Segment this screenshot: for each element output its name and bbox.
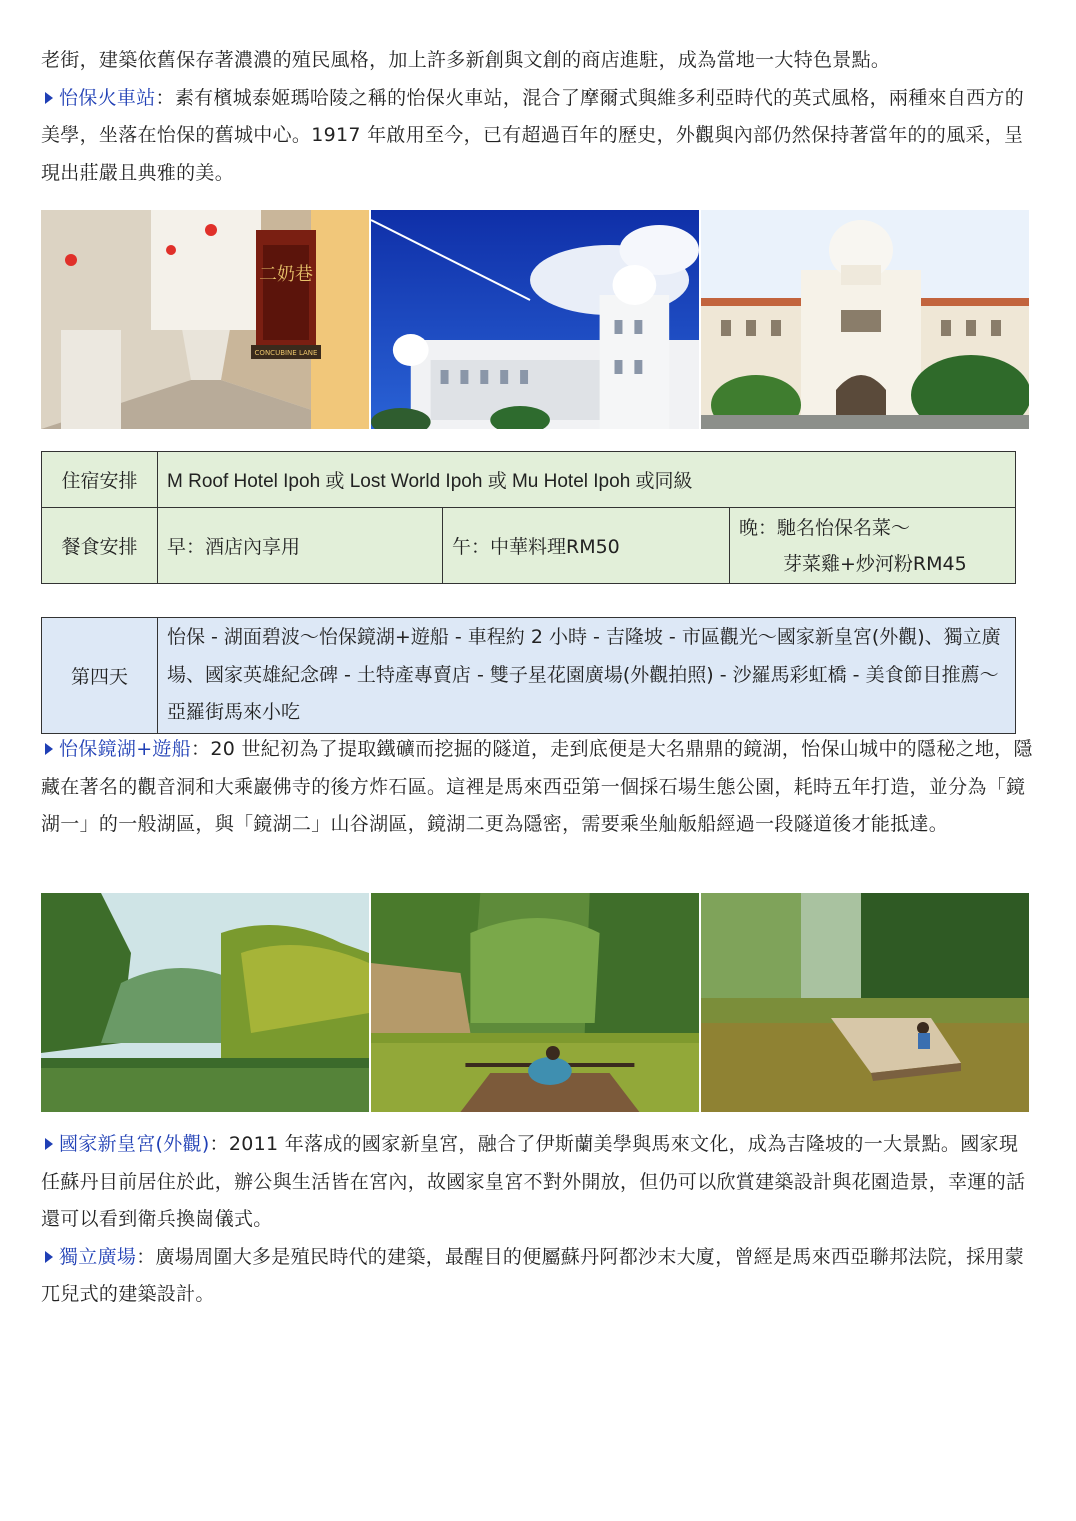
- lake-cliffs-photo: [41, 893, 369, 1112]
- old-street-photo: [41, 210, 369, 429]
- lake-boat-woman-photo: [371, 893, 699, 1112]
- triangle-bullet-icon: [45, 92, 53, 104]
- station-text: ：素有檳城泰姬瑪哈陵之稱的怡保火車站，混合了摩爾式與維多利亞時代的英式風格，兩種來自西方的美學，坐落在怡保的舊城中心。1917 年啟用至今，已有超過百年的歷史，外觀與內部仍然保持著當年的的風采，呈現出莊嚴且典雅的美。: [41, 86, 1025, 184]
- station-paragraph: [41, 80, 1035, 193]
- photo-row-ipoh: [41, 210, 1029, 429]
- accommodation-row: [42, 452, 1016, 508]
- day4-row: [42, 618, 1016, 734]
- palace-paragraph: [41, 1126, 1035, 1239]
- signboard-lane-text: CONCUBINE LANE: [254, 349, 318, 357]
- palace-text: ：2011 年落成的國家新皇宮，融合了伊斯蘭美學與馬來文化，成為吉隆坡的一大景點。國家現任蘇丹目前居住於此，辦公與生活皆在宮內，故國家皇宮不對外開放，但仍可以欣賞建築設計與花園造景，幸運的話還可以看到衛兵換崗儀式。: [41, 1133, 1026, 1230]
- signboard-text: 二奶巷: [259, 264, 313, 285]
- photo-row-mirror-lake: [41, 893, 1029, 1112]
- day4-label: 第四天: [42, 618, 158, 734]
- palace-square-paragraphs: [41, 1126, 1035, 1314]
- ipoh-station-sky-photo: [371, 210, 699, 429]
- meal-dinner: [730, 508, 1016, 584]
- mirror-lake-title: 怡保鏡湖+遊船: [59, 738, 192, 760]
- day4-itinerary: 怡保 - 湖面碧波～怡保鏡湖+遊船 - 車程約 2 小時 - 吉隆坡 - 市區觀光～國家新皇宮(外觀)、獨立廣場、國家英雄紀念碑 - 土特產專賣店 - 雙子星花園廣場(外觀拍照) - 沙羅馬彩虹橋 - 美食節目推薦～亞羅街馬來小吃: [158, 618, 1016, 734]
- intro-line: 老街，建築依舊保存著濃濃的殖民風格，加上許多新創與文創的商店進駐，成為當地一大特色景點。: [41, 49, 891, 71]
- meal-lunch: 午：中華料理RM50: [443, 508, 730, 584]
- accommodation-meals-table: [41, 451, 1016, 584]
- square-paragraph: [41, 1239, 1035, 1314]
- triangle-bullet-icon: [45, 1138, 53, 1150]
- intro-paragraph: [41, 42, 1035, 192]
- triangle-bullet-icon: [45, 1251, 53, 1263]
- accommodation-label: 住宿安排: [42, 452, 158, 508]
- palace-title: 國家新皇宮(外觀): [59, 1133, 210, 1155]
- square-title: 獨立廣場: [59, 1245, 137, 1268]
- lake-raft-photo: [701, 893, 1029, 1112]
- accommodation-value: M Roof Hotel Ipoh 或 Lost World Ipoh 或 Mu Hotel Ipoh 或同級: [158, 452, 1016, 508]
- meal-dinner-line2: 芽菜雞+炒河粉RM45: [783, 552, 967, 575]
- triangle-bullet-icon: [45, 743, 53, 755]
- ipoh-station-front-photo: [701, 210, 1029, 429]
- mirror-lake-paragraph: [41, 731, 1035, 844]
- mirror-lake-text: ：20 世紀初為了提取鐵礦而挖掘的隧道，走到底便是大名鼎鼎的鏡湖，怡保山城中的隱秘之地，隱藏在著名的觀音洞和大乘巖佛寺的後方炸石區。這裡是馬來西亞第一個採石場生態公園，耗時五年打造，並分為「鏡湖一」的一般湖區，與「鏡湖二」山谷湖區，鏡湖二更為隱密，需要乘坐舢舨船經過一段隧道後才能抵達。: [41, 738, 1033, 835]
- meal-breakfast: 早：酒店內享用: [158, 508, 443, 584]
- day4-table: [41, 617, 1016, 734]
- meals-row: [42, 508, 1016, 584]
- station-title: 怡保火車站: [59, 86, 156, 109]
- square-text: ：廣場周圍大多是殖民時代的建築，最醒目的便屬蘇丹阿都沙末大廈，曾經是馬來西亞聯邦法院，採用蒙兀兒式的建築設計。: [41, 1245, 1025, 1305]
- meals-label: 餐食安排: [42, 508, 158, 584]
- meal-dinner-line1: 晚：馳名怡保名菜～: [739, 516, 911, 539]
